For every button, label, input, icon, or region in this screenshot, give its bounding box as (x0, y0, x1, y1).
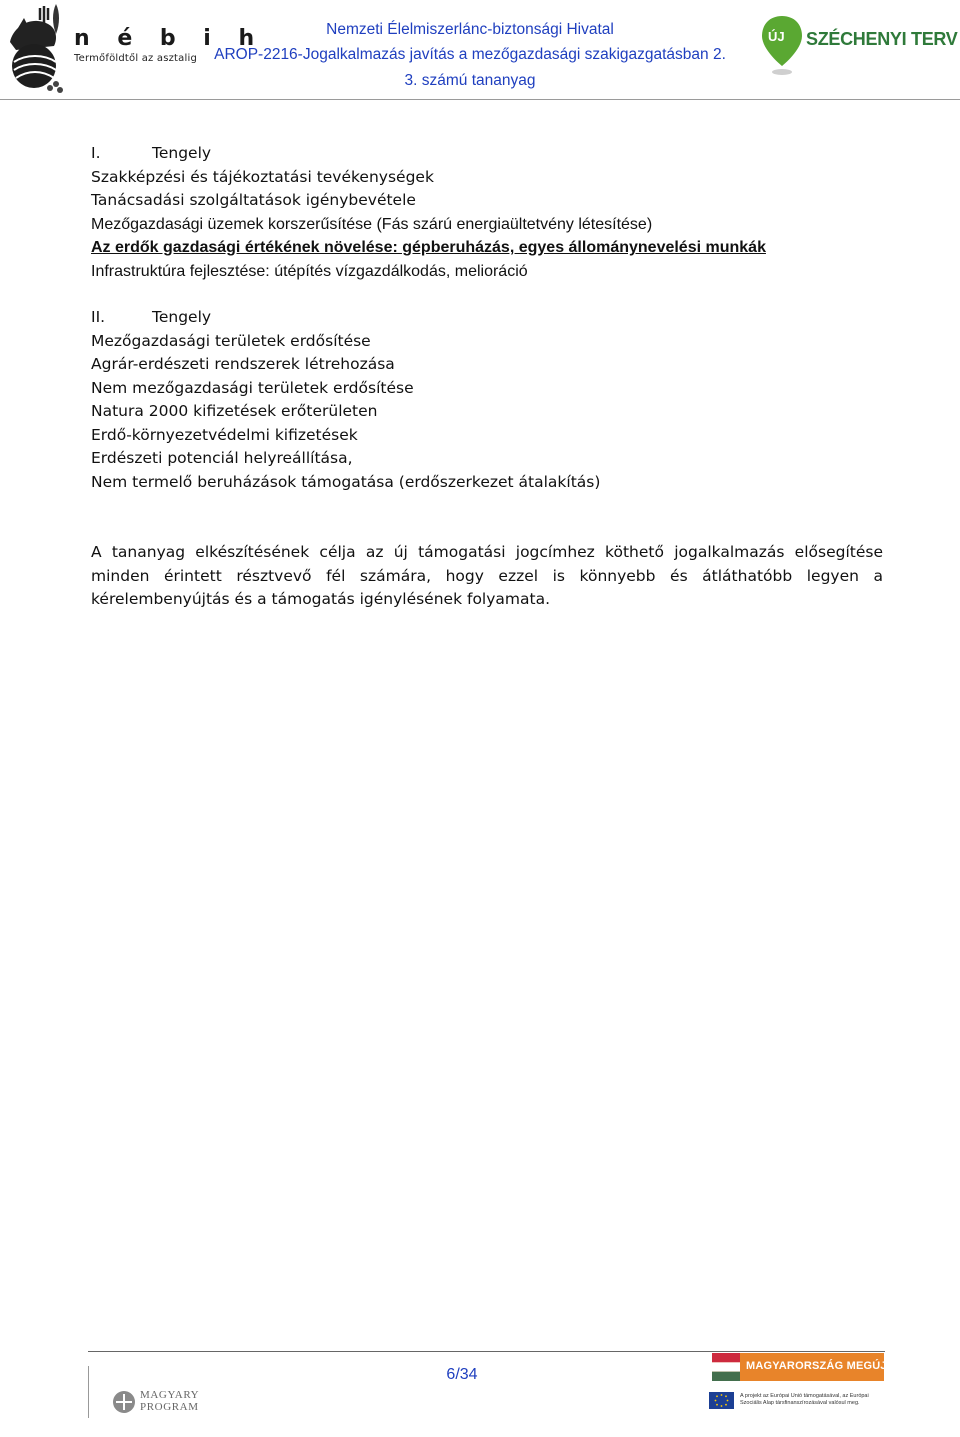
section-2-heading (91, 306, 883, 330)
magyary-line-2: PROGRAM (140, 1401, 199, 1413)
list-item: Nem mezőgazdasági területek erdősítése (91, 378, 414, 397)
list-item: Szakképzési és tájékoztatási tevékenységek (91, 167, 434, 186)
eu-funding-note: A projekt az Európai Unió támogatásával, az Európai Szociális Alap társfinanszírozásával valósul meg. (740, 1393, 869, 1406)
list-item: Agrár-erdészeti rendszerek létrehozása (91, 355, 395, 373)
list-item: Nem termelő beruházások támogatása (erdőszerkezet átalakítás) (91, 472, 601, 491)
magyary-line-1: MAGYARY (140, 1389, 200, 1401)
list-item: Tanácsadási szolgáltatások igénybevétele (91, 191, 416, 209)
nebih-tagline: Termőföldtől az asztalig (74, 53, 198, 64)
footer-vertical-divider (88, 1366, 89, 1418)
purpose-paragraph: A tananyag elkészítésének célja az új támogatási jogcímhez köthető jogalkalmazás elősegítése minden érintett résztvevő fél számára, hogy ezzel is könnyebb és átláthatóbb legyen a kérelembenyújtás és a támogatás igénylésének folyamata. (91, 543, 883, 608)
eu-flag-icon (709, 1392, 734, 1409)
section-2 (91, 306, 883, 494)
section-title: Tengely (152, 308, 212, 326)
section-1-heading (91, 142, 883, 166)
banner-text: MAGYARORSZÁG MEGÚJUL (746, 1360, 902, 1372)
nebih-logo-text: n é b i h (74, 26, 265, 51)
header-divider (0, 99, 960, 100)
list-item-highlighted: Az erdők gazdasági értékének növelése: gépberuházás, egyes állománynevelési munkák (91, 239, 766, 256)
footer-divider (88, 1351, 885, 1352)
magyary-logo-text (140, 1389, 199, 1413)
page-number: 6/34 (446, 1366, 478, 1383)
section-number: I. (91, 144, 101, 162)
list-item: Erdő-környezetvédelmi kifizetések (91, 425, 358, 444)
hungarian-flag-icon (712, 1353, 740, 1381)
szechenyi-logo-icon (760, 14, 804, 78)
nebih-logo-icon (4, 2, 66, 94)
szechenyi-logo-text: SZÉCHENYI TERV (806, 29, 958, 49)
list-item: Mezőgazdasági területek erdősítése (91, 331, 371, 350)
list-item: Infrastruktúra fejlesztése: útépítés vízgazdálkodás, melioráció (91, 262, 528, 280)
list-item: Erdészeti potenciál helyreállítása, (91, 449, 353, 467)
page-header (0, 0, 960, 101)
szechenyi-badge: ÚJ (768, 29, 785, 44)
section-number: II. (91, 308, 106, 326)
list-item: Natura 2000 kifizetések erőterületen (91, 402, 378, 420)
institution-name: Nemzeti Élelmiszerlánc-biztonsági Hivatal (326, 21, 614, 38)
list-item: Mezőgazdasági üzemek korszerűsítése (Fás szárú energiaültetvény létesítése) (91, 215, 653, 233)
section-1 (91, 142, 883, 283)
section-title: Tengely (152, 144, 212, 162)
project-title: AROP-2216-Jogalkalmazás javítás a mezőgazdasági szakigazgatásban 2. (214, 46, 726, 63)
material-number: 3. számú tananyag (404, 72, 536, 89)
